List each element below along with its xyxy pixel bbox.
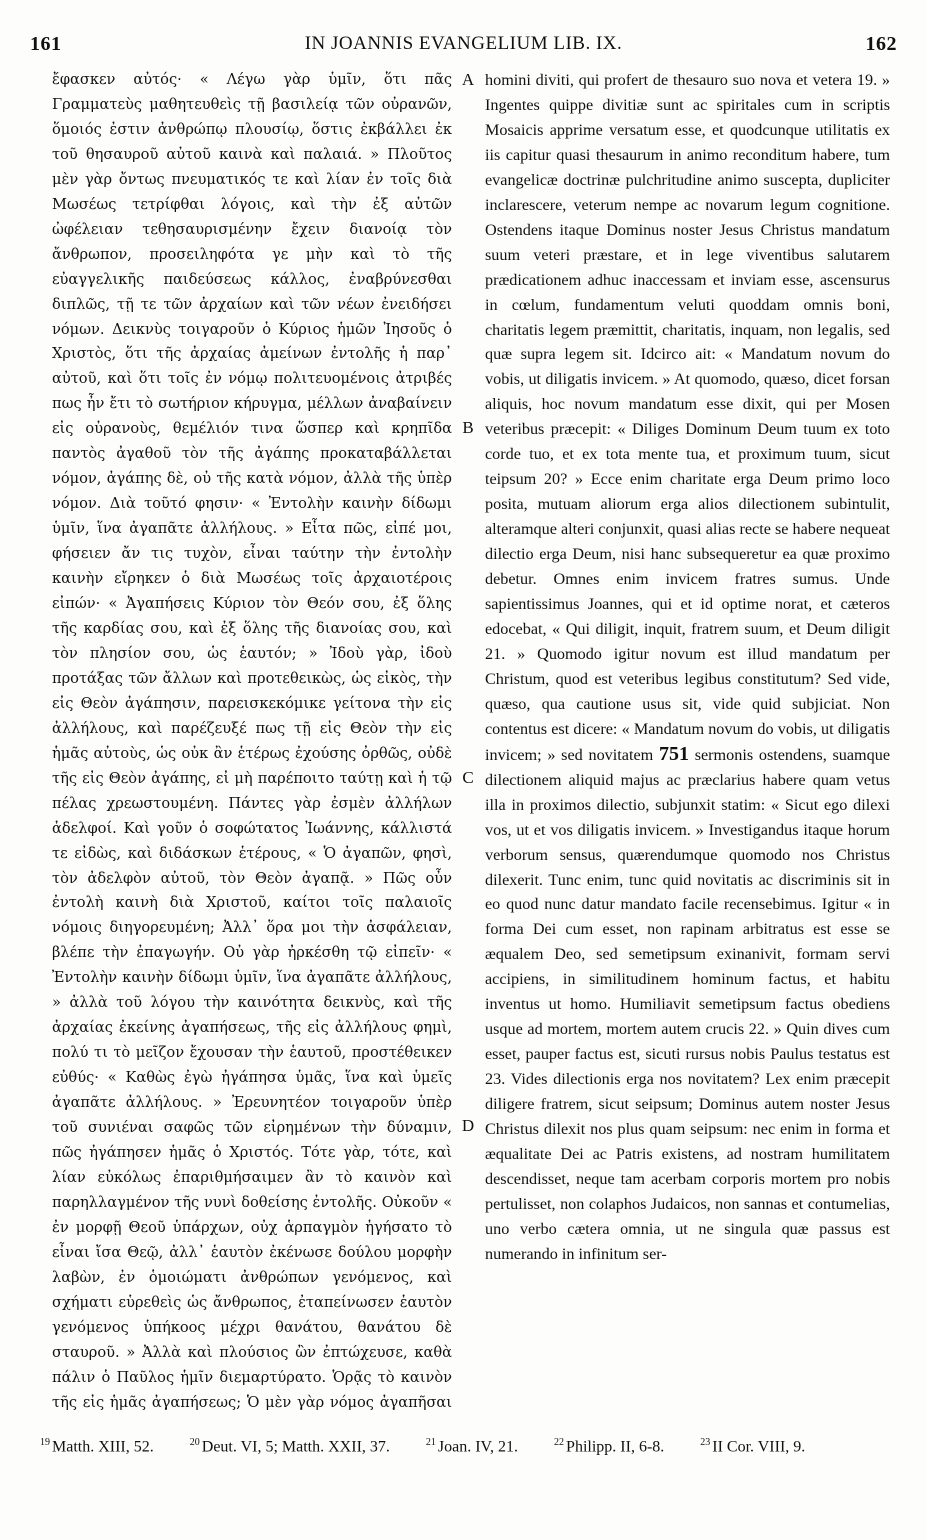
margin-letter-a: A — [461, 70, 475, 89]
footnote-number: 19 — [40, 1437, 50, 1448]
footnote-text: II Cor. VIII, 9. — [712, 1438, 806, 1456]
latin-text — [485, 68, 890, 1267]
margin-letter-d: D — [461, 1116, 475, 1135]
right-page-number: 162 — [865, 32, 897, 55]
footnote — [426, 1432, 518, 1458]
left-page-number: 161 — [30, 32, 62, 55]
footnote — [554, 1432, 664, 1458]
latin-column — [485, 68, 890, 1418]
footnote-number: 20 — [189, 1437, 200, 1448]
margin-letter-c: C — [462, 768, 474, 787]
column-divider — [468, 70, 469, 1415]
footnote-text: Joan. IV, 21. — [437, 1438, 519, 1456]
footnote-text: Philipp. II, 6-8. — [566, 1438, 665, 1456]
greek-text: ἔφασκεν αὐτός· « Λέγω γὰρ ὑμῖν, ὅτι πᾶς Γραμματεὺς μαθητευθεὶς τῇ βασιλείᾳ τῶν οὐρανῶν, ὅμοιός ἐστιν ἀνθρώπῳ πλουσίῳ, ὅστις ἐκβάλλει ἐκ τοῦ θησαυροῦ αὐτοῦ καινὰ καὶ παλαιά. » Πλοῦτος μὲν γὰρ ὄντως πνευματικός τε καὶ λίαν ἐν τοῖς διὰ Μωσέως τετρίφθαι λόγοις, καὶ τὴν ἐξ αὐτῶν ὠφέλειαν τεθησαυρισμένην ἔχειν διανοίᾳ τὸν ἄνθρωπον, προσειληφότα γε μὴν καὶ τὸ τῆς εὐαγγελικῆς παιδεύσεως κάλλος, ἐναβρύνεσθαι διπλῶς, τῇ τε τῶν ἀρχαίων καὶ τῶν νέων ἐνειδήσει νόμων. Δεικνὺς τοιγαροῦν ὁ Κύριος ἡμῶν Ἰησοῦς ὁ Χριστὸς, ὅτι τῆς ἀρχαίας ἀμείνων ἐντολῆς ἡ παρ᾽ αὐτοῦ, καὶ ὅτι τοῖς ἐν νόμῳ πολιτευομένοις ἀτριβές πως ἦν ἔτι τὸ σωτήριον κήρυγμα, μέλλων ἀναβαίνειν εἰς οὐρανοὺς, θεμέλιόν τινα ὥσπερ καὶ κρηπῖδα παντὸς ἀγαθοῦ τὸν τῆς ἀγάπης προκαταβάλλεται νόμον, ἀγάπης δὲ, οὐ τῆς κατὰ νόμον, ἀλλὰ τῆς ὑπὲρ νόμον. Διὰ τοῦτό φησιν· « Ἐντολὴν καινὴν δίδωμι ὑμῖν, ἵνα ἀγαπᾶτε ἀλλήλους. » Εἶτα πῶς, εἰπέ μοι, φήσειεν ἄν τις τυχὸν, εἶναι ταύτην τὴν ἐντολὴν καινὴν εἴρηκεν ὁ διὰ Μωσέως τοῖς ἀρχαιοτέροις εἰπών· « Ἀγαπήσεις Κύριον τὸν Θεόν σου, ἐξ ὅλης τῆς καρδίας σου, καὶ ἐξ ὅλης τῆς διανοίας σου, καὶ τὸν πλησίον σου, ὡς ἑαυτόν; » Ἰδοὺ γὰρ, ἰδοὺ προτάξας τῶν ἄλλων καὶ προτεθεικὼς, ὡς εἰκὸς, τὴν εἰς Θεὸν ἀγάπησιν, παρεισκεκόμικε γείτονα τὴν εἰς ἀλλήλους, καὶ παρέζευξέ πως τῇ εἰς Θεὸν τὴν εἰς ἡμᾶς αὐτοὺς, ὡς οὐκ ἂν ἑτέρως ἐχούσης ὀρθῶς, οὐδὲ τῆς εἰς Θεὸν ἀγάπης, εἰ μὴ παρέποιτο ταύτῃ καὶ ἡ τῷ πέλας χρεωστουμένη. Πάντες γὰρ ἐσμὲν ἀλλήλων ἀδελφοί. Καὶ γοῦν ὁ σοφώτατος Ἰωάννης, κάλλιστά τε εἰδὼς, καὶ διδάσκων ἑτέρους, « Ὁ ἀγαπῶν, φησὶ, τὸν ἀδελφὸν αὐτοῦ, τὸν Θεὸν ἀγαπᾷ. » Πῶς οὖν ἐντολὴ καινὴ διὰ Χριστοῦ, καίτοι τοῖς παλαιοῖς νόμοις διηγορευμένη; Ἀλλ᾽ ὅρα μοι τὴν ἀσφάλειαν, βλέπε τὴν ἐπαγωγήν. Οὐ γὰρ ἠρκέσθη τῷ εἰπεῖν· « Ἐντολὴν καινὴν δίδωμι ὑμῖν, ἵνα ἀγαπᾶτε ἀλλήλους, » ἀλλὰ τοῦ λόγου τὴν καινότητα δεικνὺς, καὶ τῆς ἀρχαίας ἐκείνης ἀγαπήσεως, τῆς εἰς ἀλλήλους φημὶ, πολύ τι τὸ μεῖζον ἔχουσαν τὴν ἑαυτοῦ, προστέθεικεν εὐθύς· « Καθὼς ἐγὼ ἠγάπησα ὑμᾶς, ἵνα καὶ ὑμεῖς ἀγαπᾶτε ἀλλήλους. » Ἐρευνητέον τοιγαροῦν ὑπὲρ τοῦ συνιέναι σαφῶς τῶν εἰρημένων τὴν δύναμιν, πῶς ἠγάπησεν ἡμᾶς ὁ Χριστός. Τότε γὰρ, τότε, καὶ λίαν εὐκόλως ἐπαριθμήσαιμεν ἂν τὸ καινὸν καὶ παρηλλαγμένον τῆς νυνὶ δοθείσης ἐντολῆς. Οὐκοῦν « ἐν μορφῇ Θεοῦ ὑπάρχων, οὐχ ἁρπαγμὸν ἡγήσατο τὸ εἶναι ἴσα Θεῷ, ἀλλ᾽ ἑαυτὸν ἐκένωσε δούλου μορφὴν λαβὼν, ἐν ὁμοιώματι ἀνθρώπων γενόμενος, καὶ σχήματι εὑρεθεὶς ὡς ἄνθρωπος, ἐταπείνωσεν ἑαυτὸν γενόμενος ὑπήκοος μέχρι θανάτου, θανάτου δὲ σταυροῦ. » Ἀλλὰ καὶ πλούσιος ὢν ἐπτώχευσε, καθὰ πάλιν ὁ Παῦλος ἡμῖν διεμαρτύρατο. Ὁρᾷς τὸ καινὸν τῆς εἰς ἡμᾶς ἀγαπήσεως; Ὁ μὲν γὰρ νόμος ἀγαπῆσαι — [52, 71, 452, 1411]
footnote-text: Deut. VI, 5; Matth. XXII, 37. — [201, 1438, 390, 1456]
footnote-text: Matth. XIII, 52. — [52, 1438, 154, 1456]
footnotes — [40, 1432, 897, 1458]
footnote-number: 21 — [425, 1437, 436, 1448]
footnote-number: 22 — [554, 1437, 565, 1448]
greek-column — [52, 68, 452, 1418]
footnote — [700, 1432, 805, 1458]
footnote — [190, 1432, 390, 1458]
margin-letter-b: B — [462, 418, 474, 437]
column-number: 751 — [658, 742, 689, 765]
latin-text-part-1: homini diviti, qui profert de thesauro suo nova et vetera 19. » Ingentes quippe divitiæ sunt ac spiritales cum in scriptis Mosaicis apprime versatum esse, et quodcunque utilitatis ex iis capitur quasi thesaurum in animo reconditum habere, tum evangelicæ doctrinæ pulchritudine animo suscepta, dupliciter inclarescere, veterum nempe ac novarum legum cognitione. Ostendens itaque Dominus noster Jesus Christus mandatum suum veteri præstare, et in lege viventibus salutarem prædicationem adhuc inaccessam et inviam esse, ascensurus in cœlum, fundamentum veluti quoddam omnis boni, charitatis legem præmittit, charitatis, inquam, non legalis, sed quæ supra legem sit. Idcirco ait: « Mandatum novum do vobis, ut diligatis invicem. » At quomodo, quæso, dicet forsan aliquis, hoc novum mandatum esse dixit, qui per Mosen veteribus præcepit: « Diliges Dominum Deum tuum ex toto corde tuo, et ex tota mente tua, et proximum tuum, sicut teipsum 20? » Ecce enim charitate erga Deum primo loco posita, mutuam aliorum erga alios dilectionem subintulit, alteramque alteri conjunxit, quasi alias recte se habere nequeat dilectio erga Deum, nisi hanc subsequeretur ea quæ proximo debetur. Omnes enim invicem fratres sumus. Unde sapientissimus Joannes, qui et id optime norat, et cæteros edocebat, « Qui diligit, inquit, fratrem suum, et Deum diligit 21. » Quomodo igitur novum est illud mandatum per Christum, quod est veteribus legibus constitutum? Sed vide, quæso, qua cautione usus sit, vide quid subjiciat. Non contentus est dicere: « Mandatum novum do vobis, ut diligatis invicem; » sed novitatem — [485, 71, 890, 764]
running-header — [30, 28, 897, 60]
latin-text-part-2: sermonis ostendens, suamque dilectionem aliquid majus ac præclarius habere quam vetus illa in proximos dilectio, subjunxit statim: « Sicut ego dilexi vos, ut et vos diligatis invicem. » Investigandus itaque horum verborum sensus, quærendumque quomodo nos Christus dilexerit. Tunc enim, tunc quid novitatis ac discriminis sit in eo quod nunc datur mandato facile recensebimus. Igitur « in forma Dei cum esset, non rapinam arbitratus est esse se æqualem Deo, sed semetipsum exinanivit, formam servi accipiens, in similitudinem hominum factus, et habitu inventus ut homo. Humiliavit semetipsum factus obediens usque ad mortem, mortem autem crucis 22. » Quin dives cum esset, pauper factus est, sicuti rursus nobis Paulus testatus est 23. Vides dilectionis erga nos novitatem? Lex enim præcepit diligere fratrem, sicut seipsum; Dominus autem noster Jesus Christus dilexit nos plus quam seipsum: nec enim in forma et æqualitate Dei ac Patris existens, ad nostram humilitatem descendisset, neque tam acerbam corporis mortem pro nobis pertulisset, non colaphos Judaicos, non sannas et contumelias, uno verbo cætera omnia, ut ne singula quæ passus est numerando in infinitum ser- — [485, 745, 890, 1263]
footnote-number: 23 — [700, 1437, 711, 1448]
footnote — [40, 1432, 154, 1458]
running-title: IN JOANNIS EVANGELIUM LIB. IX. — [304, 33, 623, 54]
